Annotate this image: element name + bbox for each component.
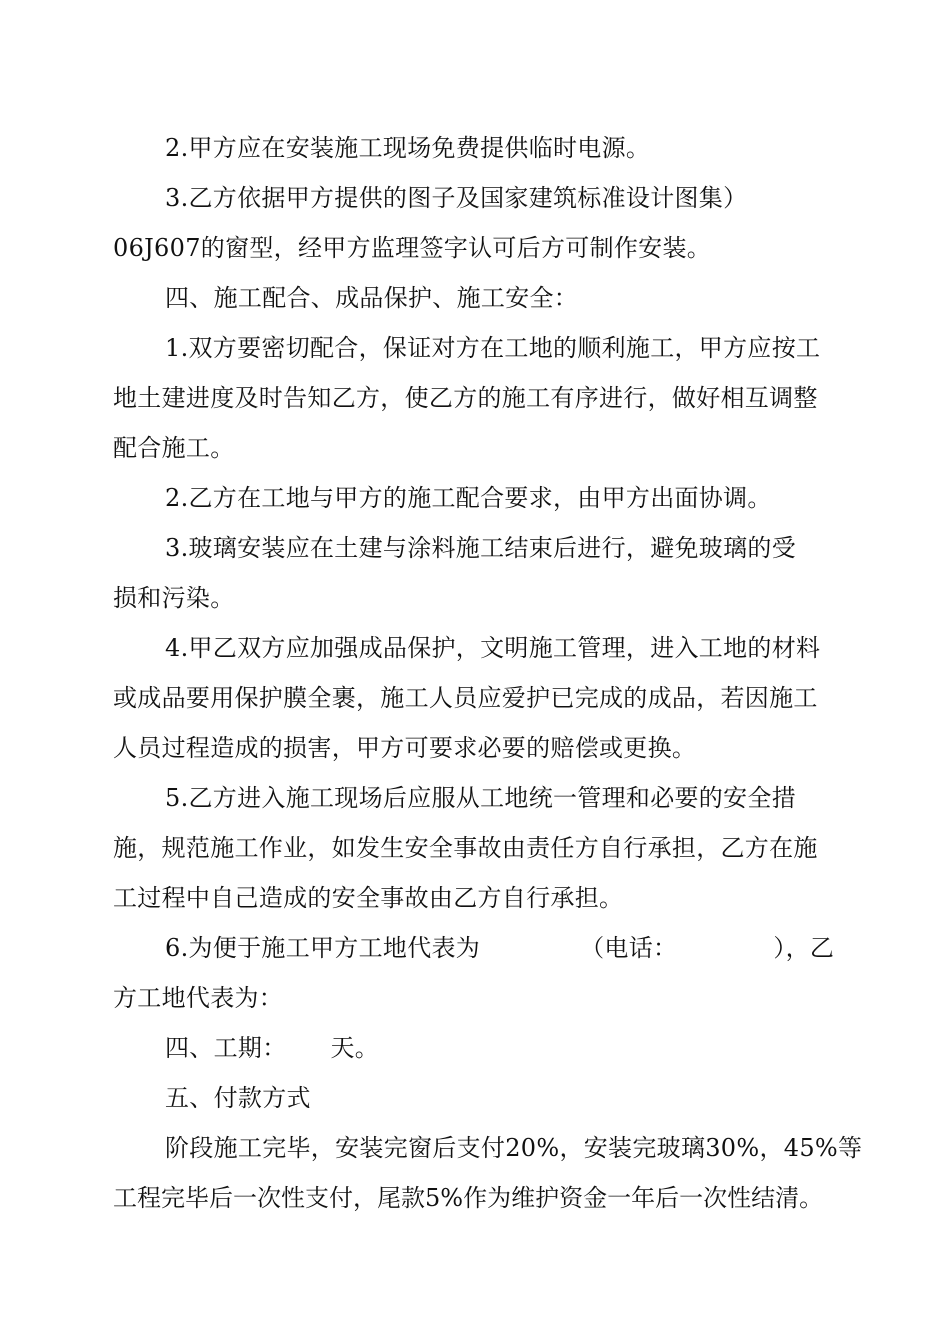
paragraph-line: 损和污染。 xyxy=(113,584,235,612)
section-heading: 四、施工配合、成品保护、施工安全： xyxy=(165,284,579,312)
paragraph-line: 06J607的窗型，经甲方监理签字认可后方可制作安装。 xyxy=(113,234,712,262)
representative-label: 6.为便于施工甲方工地代表为 xyxy=(165,934,481,962)
period-unit: 天。 xyxy=(330,1034,380,1062)
paragraph-line: 人员过程造成的损害，甲方可要求必要的赔偿或更换。 xyxy=(113,734,697,762)
paragraph-line: 2.甲方应在安装施工现场免费提供临时电源。 xyxy=(165,134,651,162)
paragraph-line: 5.乙方进入施工现场后应服从工地统一管理和必要的安全措 xyxy=(165,784,796,812)
paragraph-line: 3.玻璃安装应在土建与涂料施工结束后进行，避免玻璃的受 xyxy=(165,534,796,562)
paragraph-line: 施，规范施工作业，如发生安全事故由责任方自行承担，乙方在施 xyxy=(113,834,818,862)
phone-label: （电话： xyxy=(580,934,678,962)
representative-line xyxy=(165,931,843,965)
paragraph-line: 1.双方要密切配合，保证对方在工地的顺利施工，甲方应按工 xyxy=(165,334,821,362)
paragraph-line: 或成品要用保护膜全裹，施工人员应爱护已完成的成品，若因施工 xyxy=(113,684,818,712)
payment-line: 工程完毕后一次性支付，尾款5%作为维护资金一年后一次性结清。 xyxy=(113,1184,824,1212)
paragraph-line: 方工地代表为： xyxy=(113,984,284,1012)
period-label: 四、工期： xyxy=(165,1034,287,1062)
paragraph-line: 配合施工。 xyxy=(113,434,235,462)
paragraph-line: 2.乙方在工地与甲方的施工配合要求，由甲方出面协调。 xyxy=(165,484,772,512)
paragraph-line: 3.乙方依据甲方提供的图子及国家建筑标准设计图集） xyxy=(165,184,748,212)
section-heading: 五、付款方式 xyxy=(165,1084,311,1112)
payment-line: 阶段施工完毕，安装完窗后支付20%，安装完玻璃30%，45%等 xyxy=(165,1134,863,1162)
representative-suffix: ），乙 xyxy=(773,934,835,962)
paragraph-line: 4.甲乙双方应加强成品保护，文明施工管理，进入工地的材料 xyxy=(165,634,821,662)
paragraph-line: 地土建进度及时告知乙方，使乙方的施工有序进行，做好相互调整 xyxy=(113,384,818,412)
paragraph-line: 工过程中自己造成的安全事故由乙方自行承担。 xyxy=(113,884,624,912)
construction-period-line xyxy=(165,1031,843,1065)
